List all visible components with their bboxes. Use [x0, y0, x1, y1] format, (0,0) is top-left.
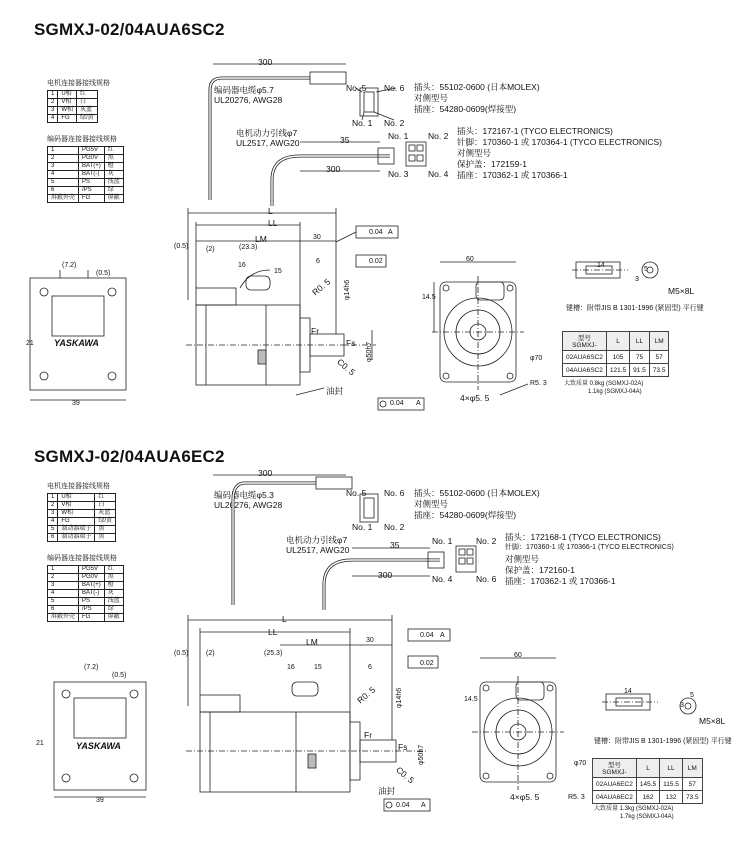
tol-0-04: 0.04 — [369, 229, 383, 236]
dim-30: 30 — [313, 234, 321, 241]
pin-label-no1b-2: No. 1 — [432, 536, 453, 546]
section1-title: SGMXJ-02/04AUA6SC2 — [34, 20, 225, 39]
power-socket-spec-2: 插座：170362-1 或 170366-1 — [505, 576, 616, 586]
mass-note-4: 1.7kg (SGMXJ-04A) — [620, 814, 674, 820]
table-cell: 红 — [77, 91, 98, 99]
table-cell: 黑 — [95, 534, 116, 542]
load-fs: Fs — [346, 338, 356, 348]
spec-header-cell: 型号 SGMXJ- — [563, 332, 607, 351]
pin-label-no4-2: No. 4 — [432, 574, 453, 584]
chamfer-c05: C0. 5 — [335, 356, 358, 378]
spec-cell: 115.5 — [660, 778, 683, 791]
spec-header-cell: 型号 SGMXJ- — [593, 759, 637, 778]
pin-label-no2: No. 2 — [384, 118, 405, 128]
dim-23-3: (23.3) — [239, 244, 258, 251]
tolerance-frame — [356, 226, 398, 238]
runout-frame — [356, 255, 386, 267]
table-cell: 1 — [48, 494, 58, 502]
table-cell: 2 — [48, 155, 79, 163]
spec-header-cell: LL — [660, 759, 683, 778]
pin-label-no3: No. 3 — [388, 169, 409, 179]
radius-r05: R0. 5 — [310, 276, 333, 298]
table-cell: 4 — [48, 590, 79, 598]
key-3: 3 — [635, 276, 639, 283]
table-cell: /PS — [79, 606, 105, 614]
spec-cell: 75 — [630, 351, 650, 364]
power-socket-spec: 插座：170362-1 或 170366-1 — [457, 170, 568, 180]
table-cell: 制动器端子 — [58, 526, 95, 534]
dim-25-3: (25.3) — [264, 650, 283, 657]
shaft-dia-50: φ50h7 — [366, 341, 373, 362]
shaft-dia-50-2: φ50h7 — [418, 744, 425, 765]
power-cover-spec-2: 保护盖：172160-1 — [505, 565, 575, 575]
table-cell: 4 — [48, 115, 58, 123]
encoder-plug-spec: 插头：55102-0600 (日本MOLEX) — [414, 82, 540, 92]
dim-14-5: 14.5 — [422, 294, 436, 301]
cable-length-dim: 300 — [258, 57, 273, 67]
table-cell: 1 — [48, 91, 58, 99]
oil-seal-label-2: 油封 — [378, 786, 396, 796]
pin-label-no6-2: No. 6 — [384, 488, 405, 498]
table-cell: 白 — [95, 502, 116, 510]
dim-L: L — [268, 206, 273, 216]
dim-21-2: 21 — [36, 740, 44, 747]
table-cell: 黑 — [104, 574, 123, 582]
power-cable-label-2: 电机动力引线φ7 — [286, 535, 348, 545]
cable-gland — [246, 276, 270, 290]
table-cell: 橙 — [104, 582, 123, 590]
spec-cell: 91.5 — [630, 364, 650, 377]
dim-39-2: 39 — [96, 797, 104, 804]
key-note: 键槽：附带JIS B 1301-1996 (紧固型) 平行键 — [566, 305, 704, 312]
table-cell: V相 — [58, 502, 95, 510]
tol-bottom: 0.04 — [390, 400, 404, 407]
dim-16-2: 16 — [287, 664, 295, 671]
pcd-70: φ70 — [530, 355, 543, 362]
dim-L-2: L — [282, 614, 287, 624]
mass-note-2: 1.1kg (SGMXJ-04A) — [588, 389, 642, 395]
shaft-dia-14-2: φ14h6 — [396, 687, 403, 708]
datum-a-bottom-2: A — [421, 802, 426, 809]
pin-label-no2b-2: No. 2 — [476, 536, 497, 546]
pin-label-no2b: No. 2 — [428, 131, 449, 141]
power-mating-label-2: 对侧型号 — [505, 554, 540, 564]
table-cell: FG — [58, 115, 77, 123]
spec-cell: 04AUA6EC2 — [593, 791, 637, 804]
spec-cell: 02AUA6EC2 — [593, 778, 637, 791]
table-cell: 1 — [48, 566, 79, 574]
encoder-conn-table-title-2: 编码器连接器接线规格 — [47, 555, 117, 562]
spec-cell: 57 — [682, 778, 702, 791]
spec-header-cell: L — [606, 332, 629, 351]
spec-cell: 121.5 — [606, 364, 629, 377]
table-cell: FG — [58, 518, 95, 526]
table-cell: 3 — [48, 510, 58, 518]
table-cell: U相 — [58, 494, 95, 502]
motor-conn-table-title-2: 电机连接器接线规格 — [47, 483, 110, 490]
spec-cell: 162 — [636, 791, 659, 804]
mass-note-1: 大致质量 0.8kg (SGMXJ-02A) — [564, 381, 644, 387]
dim-16: 16 — [238, 262, 246, 269]
table-cell: 屏蔽外壳 — [48, 195, 79, 203]
table-cell: /PS — [79, 187, 105, 195]
dim-0-5b-2: (0.5) — [112, 672, 127, 679]
spec-cell: 57 — [649, 351, 669, 364]
power-cable-std: UL2517, AWG20 — [236, 138, 300, 148]
dim-7-2: (7.2) — [62, 262, 77, 269]
dim-0-5: (0.5) — [174, 243, 189, 250]
table-cell: 2 — [48, 502, 58, 510]
section2-title: SGMXJ-02/04AUA6EC2 — [34, 447, 225, 466]
pin-label-no1: No. 1 — [352, 118, 373, 128]
yaskawa-logo: YASKAWA — [54, 338, 99, 348]
load-fs-2: Fs — [398, 742, 408, 752]
encoder-cable-2 — [233, 483, 316, 605]
pcd-70-2: φ70 — [574, 760, 587, 767]
table-cell: 绿/黄 — [77, 115, 98, 123]
table-cell: 2 — [48, 99, 58, 107]
pin-label-no6b-2: No. 6 — [476, 574, 497, 584]
dim-21: 21 — [26, 340, 34, 347]
encoder-mating-label: 对侧型号 — [414, 93, 449, 103]
table-cell: 灰蓝 — [77, 107, 98, 115]
datum-a-2: A — [440, 632, 445, 639]
encoder-connector-2 — [316, 477, 352, 489]
encoder-mating-label-2: 对侧型号 — [414, 499, 449, 509]
table-cell: 5 — [48, 179, 79, 187]
spec-header-cell: LM — [682, 759, 702, 778]
table-cell: 5 — [48, 526, 58, 534]
table-cell: BAT(-) — [79, 590, 105, 598]
key-note-2: 键槽：附带JIS B 1301-1996 (紧固型) 平行键 — [594, 738, 732, 745]
key-3-2: 3 — [680, 702, 684, 709]
datum-a-bottom: A — [416, 400, 421, 407]
dim-2: (2) — [206, 246, 215, 253]
table-cell: 灰蓝 — [95, 510, 116, 518]
power-plug-spec: 插头：172167-1 (TYCO ELECTRONICS) — [457, 126, 613, 136]
dim-35: 35 — [340, 135, 350, 145]
dim-39: 39 — [72, 400, 80, 407]
yaskawa-logo-2: YASKAWA — [76, 741, 121, 751]
table-cell: PG5V — [79, 147, 105, 155]
power-cable-label: 电机动力引线φ7 — [236, 128, 298, 138]
encoder-cover — [196, 288, 236, 305]
pin-label-no1-2: No. 1 — [352, 522, 373, 532]
table-cell: 3 — [48, 107, 58, 115]
table-cell: 屏蔽外壳 — [48, 614, 79, 622]
encoder-cable-std-2: UL20276, AWG28 — [214, 500, 283, 510]
dim-0-5-2: (0.5) — [174, 650, 189, 657]
datum-a: A — [388, 229, 393, 236]
table-cell: 灰 — [104, 171, 123, 179]
spec-header-cell: LM — [649, 332, 669, 351]
dim-LL: LL — [268, 218, 278, 228]
table-cell: 6 — [48, 534, 58, 542]
spec-cell: 04AUA6SC2 — [563, 364, 607, 377]
power-cover-spec: 保护盖：172159-1 — [457, 159, 527, 169]
tol-bottom-2: 0.04 — [396, 802, 410, 809]
table-cell: 红 — [104, 566, 123, 574]
load-fr-2: Fr — [364, 730, 373, 740]
table-cell: V相 — [58, 99, 77, 107]
tol-0-02-2: 0.02 — [420, 660, 434, 667]
table-cell: PS — [79, 179, 105, 187]
key-14: 14 — [597, 262, 605, 269]
dim-2-2: (2) — [206, 650, 215, 657]
flange-60: 60 — [466, 256, 474, 263]
table-cell: 1 — [48, 147, 79, 155]
table-cell: 屏蔽 — [104, 614, 123, 622]
table-cell: 浅蓝 — [104, 179, 123, 187]
mount-holes-2: 4×φ5. 5 — [510, 792, 540, 802]
mount-holes: 4×φ5. 5 — [460, 393, 490, 403]
power-cable-std-2: UL2517, AWG20 — [286, 545, 350, 555]
flange-60-2: 60 — [514, 652, 522, 659]
table-cell: 黑 — [104, 155, 123, 163]
table-cell: PG0V — [79, 574, 105, 582]
chamfer-c05-2: C0. 5 — [394, 764, 417, 786]
dim-LM: LM — [255, 234, 267, 244]
table-cell: W相 — [58, 107, 77, 115]
table-cell: 4 — [48, 171, 79, 179]
radius-r53-2: R5. 3 — [568, 794, 585, 801]
shaft-dia-14: φ14h6 — [344, 279, 351, 300]
pin-label-no1b: No. 1 — [388, 131, 409, 141]
table-cell: 红 — [95, 494, 116, 502]
dim-0-5b: (0.5) — [96, 270, 111, 277]
table-cell: 灰 — [104, 590, 123, 598]
dim-15: 15 — [274, 268, 282, 275]
power-pin-spec-2: 针脚：170360-1 或 170366-1 (TYCO ELECTRONICS) — [505, 544, 674, 551]
radius-r53: R5. 3 — [530, 380, 547, 387]
table-cell: 绿 — [104, 187, 123, 195]
tol-0-02: 0.02 — [369, 258, 383, 265]
table-cell: 6 — [48, 606, 79, 614]
load-fr: Fr — [311, 326, 320, 336]
dim-LL-2: LL — [268, 627, 278, 637]
table-cell: FG — [79, 614, 105, 622]
table-cell: 黑 — [95, 526, 116, 534]
table-cell: FG — [79, 195, 105, 203]
table-cell: 绿 — [104, 606, 123, 614]
power-cable — [272, 156, 390, 206]
oil-seal-label: 油封 — [326, 386, 344, 396]
power-cable-2 — [324, 560, 440, 610]
rear-view-outline — [30, 278, 126, 390]
encoder-cable-std: UL20276, AWG28 — [214, 95, 283, 105]
table-cell: PG0V — [79, 155, 105, 163]
encoder-connector — [310, 72, 346, 84]
spec-cell: 73.5 — [682, 791, 702, 804]
tolerance-frame-bottom — [378, 398, 424, 410]
pin-label-no5: No. 5 — [346, 83, 367, 93]
dim-LM-2: LM — [306, 637, 318, 647]
encoder-socket-spec-2: 插座：54280-0609(焊接型) — [414, 510, 517, 520]
spec-header-cell: LL — [630, 332, 650, 351]
table-cell: 3 — [48, 163, 79, 171]
pin-label-no2-2: No. 2 — [384, 522, 405, 532]
encoder-cable-label-2: 编码器电缆φ5.3 — [214, 490, 274, 500]
encoder-plug-spec-2: 插头：55102-0600 (日本MOLEX) — [414, 488, 540, 498]
table-cell: 5 — [48, 598, 79, 606]
table-cell: BAT(+) — [79, 582, 105, 590]
table-cell: PS — [79, 598, 105, 606]
radius-r05-2: R0. 5 — [355, 684, 378, 706]
table-cell: PG5V — [79, 566, 105, 574]
power-pin-spec: 针脚：170360-1 或 170364-1 (TYCO ELECTRONICS) — [457, 137, 663, 147]
pin-label-no4: No. 4 — [428, 169, 449, 179]
cable-length-dim-2: 300 — [258, 468, 273, 478]
dim-300b-2: 300 — [378, 570, 393, 580]
dim-7-2-2: (7.2) — [84, 664, 99, 671]
spec-header-cell: L — [636, 759, 659, 778]
table-cell: W相 — [58, 510, 95, 518]
table-cell: 4 — [48, 518, 58, 526]
table-cell: 6 — [48, 187, 79, 195]
power-plug-spec-2: 插头：172168-1 (TYCO ELECTRONICS) — [505, 532, 661, 542]
table-cell: U相 — [58, 91, 77, 99]
table-cell: 2 — [48, 574, 79, 582]
table-cell: 白 — [77, 99, 98, 107]
spec-cell: 132 — [660, 791, 683, 804]
spec-cell: 73.5 — [649, 364, 669, 377]
spec-cell: 02AUA6SC2 — [563, 351, 607, 364]
key-thread: M5×8L — [668, 286, 695, 296]
key-14-2: 14 — [624, 688, 632, 695]
table-cell: 浅蓝 — [104, 598, 123, 606]
encoder-conn-table-title: 编码器连接器接线规格 — [47, 136, 117, 143]
dim-14-5-2: 14.5 — [464, 696, 478, 703]
motor-conn-table-title: 电机连接器接线规格 — [47, 80, 110, 87]
spec-cell: 145.5 — [636, 778, 659, 791]
pin-label-no5-2: No. 5 — [346, 488, 367, 498]
key-5: 5 — [644, 266, 648, 273]
power-mating-label: 对侧型号 — [457, 148, 492, 158]
dim-6: 6 — [316, 258, 320, 265]
table-cell: BAT(-) — [79, 171, 105, 179]
dim-30-2: 30 — [366, 637, 374, 644]
table-cell: 橙 — [104, 163, 123, 171]
table-cell: 绿/黄 — [95, 518, 116, 526]
tol-0-04-2: 0.04 — [420, 632, 434, 639]
motor-body-side-2 — [200, 712, 350, 792]
table-cell: 屏蔽 — [104, 195, 123, 203]
key-thread-2: M5×8L — [699, 716, 726, 726]
dim-300b: 300 — [326, 164, 341, 174]
table-cell: 红 — [104, 147, 123, 155]
key-5-2: 5 — [690, 692, 694, 699]
mass-note-3: 大致质量 1.3kg (SGMXJ-02A) — [594, 806, 674, 812]
dim-6-2: 6 — [368, 664, 372, 671]
dim-15-2: 15 — [314, 664, 322, 671]
pin-label-no6: No. 6 — [384, 83, 405, 93]
spec-cell: 105 — [606, 351, 629, 364]
encoder-cable-label: 编码器电缆φ5.7 — [214, 85, 274, 95]
table-cell: BAT(+) — [79, 163, 105, 171]
dim-35-2: 35 — [390, 540, 400, 550]
table-cell: 3 — [48, 582, 79, 590]
table-cell: 制动器端子 — [58, 534, 95, 542]
encoder-socket-spec: 插座：54280-0609(焊接型) — [414, 104, 517, 114]
encoder-cable — [210, 78, 310, 200]
